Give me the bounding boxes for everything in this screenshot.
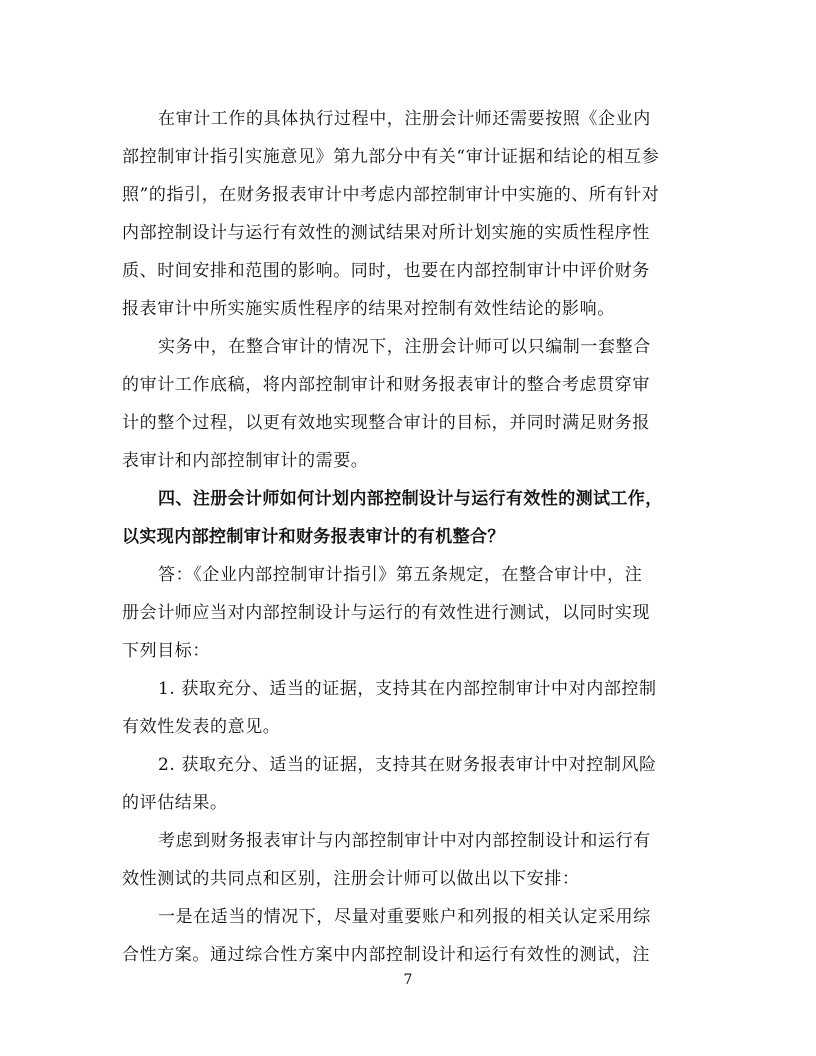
answer-line-1: 答：《企业内部控制审计指引》第五条规定，在整合审计中，注 [158,565,643,585]
paragraph-arrangement-line-1: 考虑到财务报表审计与内部控制审计中对内部控制设计和运行有 [158,831,651,851]
paragraph-2-line-2: 的审计工作底稿，将内部控制审计和财务报表审计的整合考虑贯穿审 [122,375,650,395]
section-heading-line-1: 四、注册会计师如何计划内部控制设计与运行有效性的测试工作， [158,489,663,509]
paragraph-arrangement-line-2: 效性测试的共同点和区别，注册会计师可以做出以下安排： [122,869,580,889]
paragraph-1-line-2: 部控制审计指引实施意见》第九部分中有关“审计证据和结论的相互参 [122,147,660,167]
goal-1-line-1: 1. 获取充分、适当的证据，支持其在内部控制审计中对内部控制 [158,679,657,699]
goal-1-line-2: 有效性发表的意见。 [122,717,281,737]
paragraph-1-line-6: 报表审计中所实施实质性程序的结果对控制有效性结论的影响。 [122,299,615,319]
paragraph-2-line-4: 表审计和内部控制审计的需要。 [122,451,369,471]
paragraph-first-point-line-1: 一是在适当的情况下，尽量对重要账户和列报的相关认定采用综 [158,907,651,927]
goal-2-line-1: 2. 获取充分、适当的证据，支持其在财务报表审计中对控制风险 [158,755,657,775]
paragraph-1-line-1: 在审计工作的具体执行过程中，注册会计师还需要按照《企业内 [158,109,651,129]
answer-line-3: 下列目标： [122,641,210,661]
paragraph-2-line-3: 计的整个过程，以更有效地实现整合审计的目标，并同时满足财务报 [122,413,650,433]
paragraph-1-line-5: 质、时间安排和范围的影响。同时，也要在内部控制审计中评价财务 [122,261,650,281]
answer-line-2: 册会计师应当对内部控制设计与运行的有效性进行测试，以同时实现 [122,603,650,623]
paragraph-2-line-1: 实务中，在整合审计的情况下，注册会计师可以只编制一套整合 [158,337,651,357]
paragraph-1-line-4: 内部控制设计与运行有效性的测试结果对所计划实施的实质性程序性 [122,223,650,243]
page-number: 7 [403,972,413,988]
paragraph-first-point-line-2: 合性方案。通过综合性方案中内部控制设计和运行有效性的测试，注 [122,945,650,965]
section-heading-line-2: 以实现内部控制审计和财务报表审计的有机整合？ [122,527,505,547]
goal-2-line-2: 的评估结果。 [122,793,228,813]
paragraph-1-line-3: 照”的指引，在财务报表审计中考虑内部控制审计中实施的、所有针对 [122,185,660,205]
